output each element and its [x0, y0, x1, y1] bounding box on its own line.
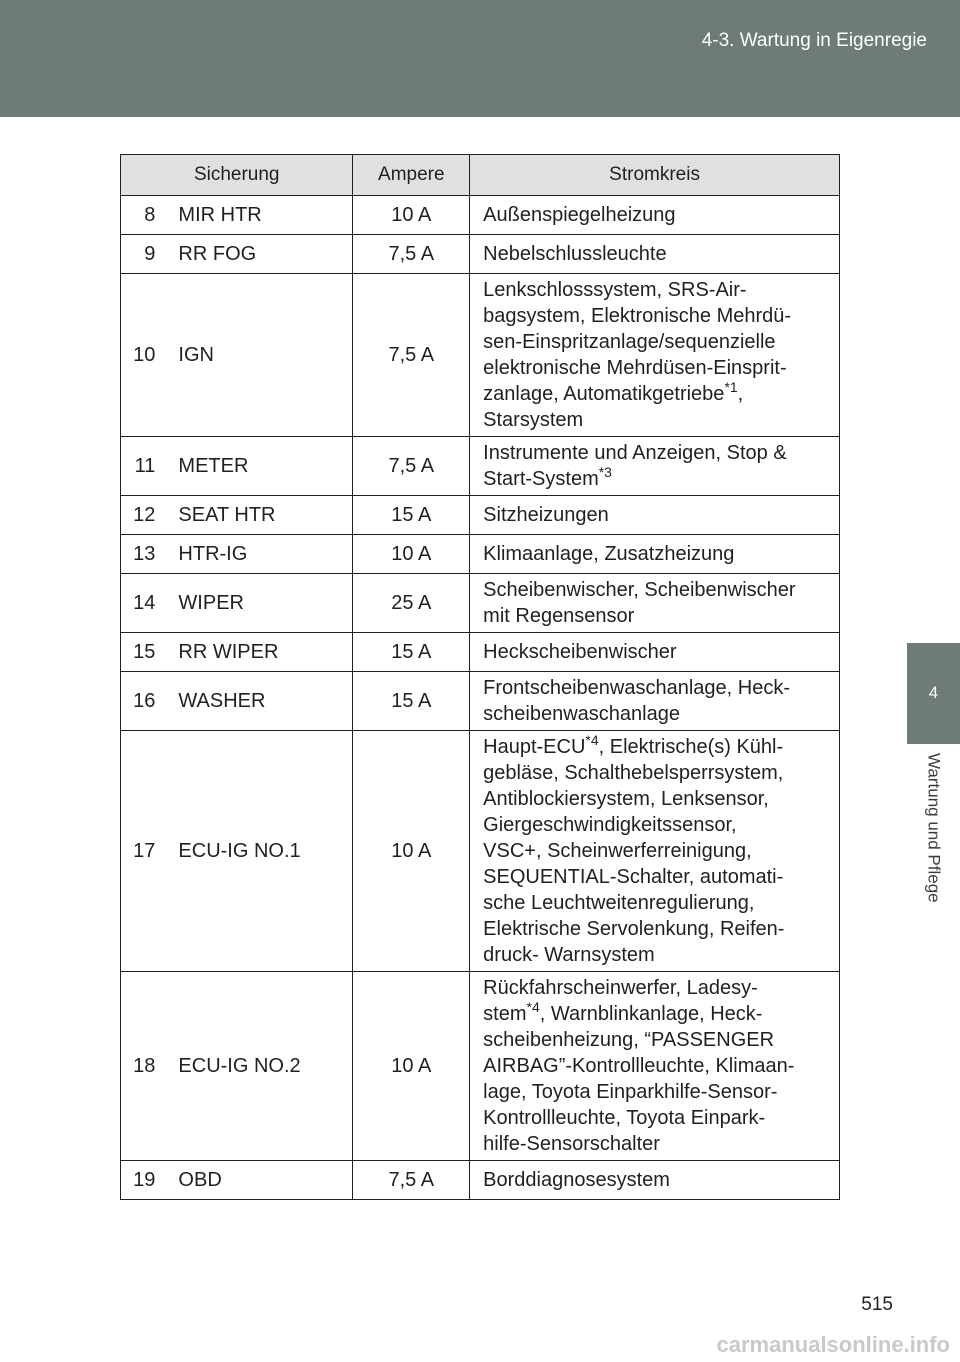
circuit-line: hilfe-Sensorschalter — [483, 1133, 660, 1155]
circuit-line: stem$^{*4}$, Warnblinkanlage, Heck- — [483, 999, 763, 1025]
fuse-number: 8 — [121, 196, 164, 235]
section-title: 4-3. Wartung in Eigenregie — [701, 30, 927, 51]
fuse-name: WIPER — [163, 574, 353, 633]
circuit-line: lage, Toyota Einparkhilfe-Sensor- — [483, 1081, 778, 1103]
chapter-tab — [907, 643, 960, 744]
table-header-row — [121, 155, 840, 196]
fuse-circuit — [470, 972, 840, 1161]
fuse-circuit — [470, 672, 840, 731]
circuit-line: SEQUENTIAL-Schalter, automati- — [483, 866, 784, 888]
page-number: 515 — [861, 1294, 893, 1315]
circuit-line: zanlage, Automatikgetriebe$^{*1}$, — [483, 379, 744, 405]
fuse-circuit — [470, 535, 840, 574]
table-row — [121, 196, 840, 235]
circuit-line: gebläse, Schalthebelsperrsystem, — [483, 762, 784, 784]
circuit-line: Starsystem — [483, 409, 584, 431]
chapter-label: Wartung und Pflege — [924, 753, 944, 903]
fuse-number: 18 — [121, 972, 164, 1161]
fuse-name: HTR-IG — [163, 535, 353, 574]
watermark: carmanualsonline.info — [716, 1332, 950, 1357]
fuse-ampere: 15 A — [353, 633, 470, 672]
fuse-name: RR WIPER — [163, 633, 353, 672]
circuit-line: Rückfahrscheinwerfer, Ladesy- — [483, 977, 758, 999]
fuse-circuit — [470, 633, 840, 672]
table-row — [121, 535, 840, 574]
fuse-circuit — [470, 274, 840, 437]
header-band — [0, 0, 960, 117]
table-row — [121, 235, 840, 274]
circuit-line: Lenkschlosssystem, SRS-Air- — [483, 279, 747, 301]
table-row — [121, 437, 840, 496]
fuse-number: 16 — [121, 672, 164, 731]
circuit-line: Außenspiegelheizung — [483, 204, 676, 226]
fuse-circuit — [470, 731, 840, 972]
circuit-line: Heckscheibenwischer — [483, 641, 677, 663]
fuse-ampere: 7,5 A — [353, 437, 470, 496]
fuse-name: METER — [163, 437, 353, 496]
circuit-line: VSC+, Scheinwerferreinigung, — [483, 840, 752, 862]
circuit-line: Elektrische Servolenkung, Reifen- — [483, 918, 785, 940]
fuse-circuit — [470, 196, 840, 235]
fuse-name: SEAT HTR — [163, 496, 353, 535]
table-row — [121, 1161, 840, 1200]
fuse-number: 11 — [121, 437, 164, 496]
circuit-line: mit Regensensor — [483, 605, 635, 627]
fuse-name: ECU-IG NO.1 — [163, 731, 353, 972]
circuit-line: Borddiagnosesystem — [483, 1169, 670, 1191]
fuse-ampere: 15 A — [353, 496, 470, 535]
circuit-line: elektronische Mehrdüsen-Einsprit- — [483, 357, 787, 379]
fuse-ampere: 10 A — [353, 972, 470, 1161]
fuse-circuit — [470, 437, 840, 496]
fuse-ampere: 10 A — [353, 731, 470, 972]
fuse-number: 17 — [121, 731, 164, 972]
circuit-line: Nebelschlussleuchte — [483, 243, 667, 265]
fuse-number: 10 — [121, 274, 164, 437]
fuse-ampere: 10 A — [353, 535, 470, 574]
fuse-number: 9 — [121, 235, 164, 274]
circuit-line: bagsystem, Elektronische Mehrdü- — [483, 305, 792, 327]
circuit-line: Instrumente und Anzeigen, Stop & — [483, 442, 787, 464]
table-row — [121, 633, 840, 672]
fuse-name: RR FOG — [163, 235, 353, 274]
fuse-name: ECU-IG NO.2 — [163, 972, 353, 1161]
table-row — [121, 274, 840, 437]
fuse-ampere: 10 A — [353, 196, 470, 235]
fuse-circuit — [470, 1161, 840, 1200]
table-row — [121, 496, 840, 535]
circuit-line: sche Leuchtweitenregulierung, — [483, 892, 755, 914]
fuse-table — [120, 154, 840, 1200]
fuse-circuit — [470, 574, 840, 633]
circuit-line: Sitzheizungen — [483, 504, 609, 526]
circuit-line: Klimaanlage, Zusatzheizung — [483, 543, 735, 565]
fuse-name: OBD — [163, 1161, 353, 1200]
fuse-circuit — [470, 235, 840, 274]
header-fuse: Sicherung — [121, 155, 353, 196]
fuse-number: 19 — [121, 1161, 164, 1200]
fuse-ampere: 15 A — [353, 672, 470, 731]
fuse-ampere: 7,5 A — [353, 235, 470, 274]
circuit-line: Antiblockiersystem, Lenksensor, — [483, 788, 769, 810]
circuit-line: Haupt-ECU$^{*4}$, Elektrische(s) Kühl- — [483, 732, 784, 758]
fuse-circuit — [470, 496, 840, 535]
fuse-name: MIR HTR — [163, 196, 353, 235]
fuse-ampere: 25 A — [353, 574, 470, 633]
circuit-line: Start-System$^{*3}$ — [483, 464, 612, 490]
fuse-ampere: 7,5 A — [353, 1161, 470, 1200]
table-row — [121, 731, 840, 972]
circuit-line: Kontrollleuchte, Toyota Einpark- — [483, 1107, 766, 1129]
table-row — [121, 672, 840, 731]
fuse-number: 14 — [121, 574, 164, 633]
circuit-line: AIRBAG”-Kontrollleuchte, Klimaan- — [483, 1055, 795, 1077]
circuit-line: scheibenwaschanlage — [483, 703, 680, 725]
circuit-line: scheibenheizung, “PASSENGER — [483, 1029, 775, 1051]
circuit-line: Frontscheibenwaschanlage, Heck- — [483, 677, 790, 699]
table-row — [121, 972, 840, 1161]
circuit-line: sen-Einspritzanlage/sequenzielle — [483, 331, 776, 353]
fuse-number: 13 — [121, 535, 164, 574]
fuse-number: 15 — [121, 633, 164, 672]
fuse-name: WASHER — [163, 672, 353, 731]
circuit-line: Scheibenwischer, Scheibenwischer — [483, 579, 796, 601]
circuit-line: druck- Warnsystem — [483, 944, 655, 966]
table-row — [121, 574, 840, 633]
circuit-line: Giergeschwindigkeitssensor, — [483, 814, 737, 836]
header-circuit: Stromkreis — [470, 155, 840, 196]
fuse-ampere: 7,5 A — [353, 274, 470, 437]
chapter-number: 4 — [928, 683, 939, 702]
fuse-number: 12 — [121, 496, 164, 535]
header-ampere: Ampere — [353, 155, 470, 196]
fuse-name: IGN — [163, 274, 353, 437]
